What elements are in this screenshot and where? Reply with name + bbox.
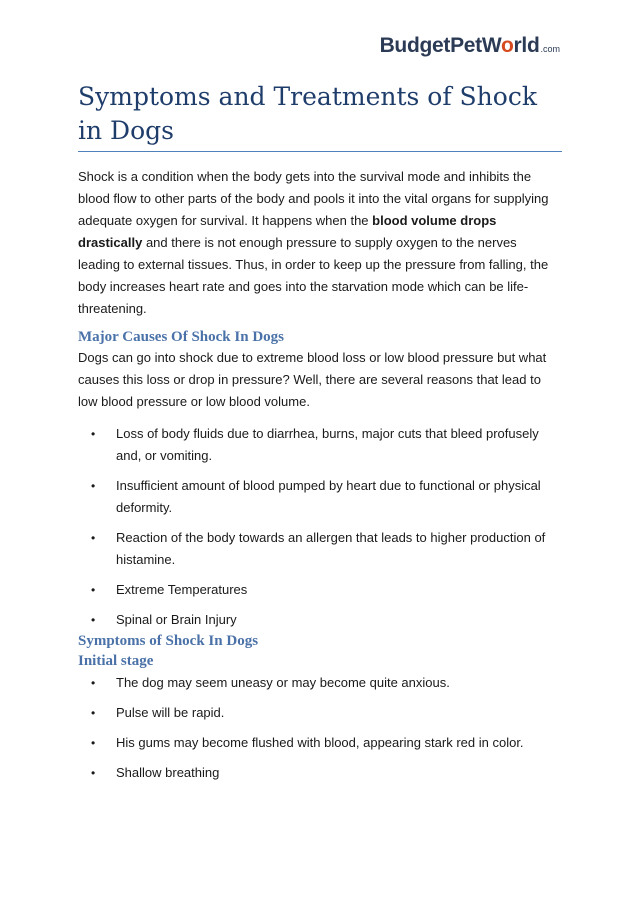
document-body <box>78 166 562 784</box>
list-item-text: Spinal or Brain Injury <box>116 612 237 627</box>
list-item <box>78 762 562 784</box>
list-item-text: Reaction of the body towards an allergen that leads to higher production of histamine. <box>116 530 546 567</box>
list-item <box>78 423 562 467</box>
list-item <box>78 475 562 519</box>
bullet-icon: • <box>91 583 96 597</box>
list-item-text: Shallow breathing <box>116 765 220 780</box>
intro-text-1: Shock is a condition when the body gets into the survival mode and inhibits the blood flow to other parts of the body and pools it into the vital organs for supplying adequate oxygen for survival. It happens when the <box>78 169 549 228</box>
bullet-icon: • <box>91 479 96 493</box>
bullet-icon: • <box>91 736 96 750</box>
list-item-text: Pulse will be rapid. <box>116 705 225 720</box>
initial-stage-heading: Initial stage <box>78 653 154 669</box>
list-item-text: His gums may become flushed with blood, appearing stark red in color. <box>116 735 524 750</box>
bullet-icon: • <box>91 613 96 627</box>
logo-text-end: rld <box>513 34 540 57</box>
bullet-icon: • <box>91 427 96 441</box>
list-item <box>78 609 562 631</box>
title-underline <box>78 151 562 152</box>
list-item <box>78 702 562 724</box>
intro-bold: blood volume drops drastically <box>78 213 497 250</box>
causes-paragraph: Dogs can go into shock due to extreme blood loss or low blood pressure but what causes this loss or drop in pressure? Well, there are several reasons that lead to low blood pressure or low blood volume. <box>78 350 547 409</box>
bullet-icon: • <box>91 531 96 545</box>
list-item-text: Insufficient amount of blood pumped by heart due to functional or physical deformity. <box>116 478 541 515</box>
bullet-icon: • <box>91 706 96 720</box>
list-item-text: Extreme Temperatures <box>116 582 248 597</box>
bullet-icon: • <box>91 676 96 690</box>
list-item <box>78 732 562 754</box>
list-item-text: The dog may seem uneasy or may become quite anxious. <box>116 675 450 690</box>
causes-heading: Major Causes Of Shock In Dogs <box>78 329 284 345</box>
symptoms-list <box>78 672 562 784</box>
intro-paragraph <box>78 166 562 320</box>
site-logo[interactable] <box>380 34 560 58</box>
logo-suffix: .com <box>540 44 560 54</box>
logo-globe-o: o <box>501 34 514 57</box>
list-item <box>78 579 562 601</box>
symptoms-heading: Symptoms of Shock In Dogs <box>78 633 259 649</box>
list-item <box>78 527 562 571</box>
list-item <box>78 672 562 694</box>
logo-text-start: BudgetPetW <box>379 34 502 57</box>
intro-text-2: and there is not enough pressure to supply oxygen to the nerves leading to external tissues. Thus, in order to keep up the pressure from falling, the body increases heart rate and goes into the starvation mode which can be life-threatening. <box>78 235 549 316</box>
page-title: Symptoms and Treatments of Shock in Dogs <box>78 82 537 145</box>
list-item-text: Loss of body fluids due to diarrhea, burns, major cuts that bleed profusely and, or vomiting. <box>116 426 539 463</box>
causes-list <box>78 423 562 631</box>
bullet-icon: • <box>91 766 96 780</box>
